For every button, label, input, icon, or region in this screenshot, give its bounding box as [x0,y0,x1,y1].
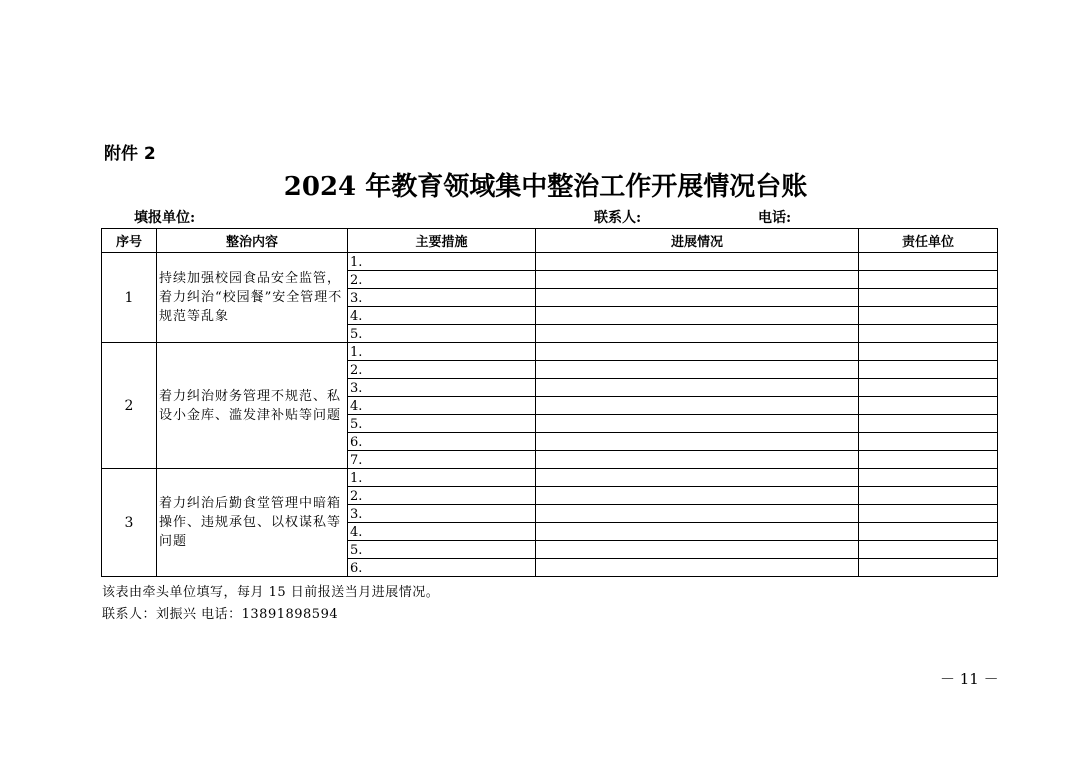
contact-footnote: 联系人：刘振兴 电话：13891898594 [102,607,339,622]
measure-cell: 6. [348,559,536,577]
table-row [102,343,998,361]
responsible-unit-cell [859,379,998,397]
header-index: 序号 [102,229,157,253]
progress-cell [536,325,859,343]
measure-cell: 3. [348,379,536,397]
measure-cell: 3. [348,505,536,523]
responsible-unit-cell [859,307,998,325]
attachment-label: 附件 2 [104,144,156,164]
header-progress: 进展情况 [536,229,859,253]
responsible-unit-cell [859,271,998,289]
responsible-unit-cell [859,253,998,271]
measure-cell: 4. [348,523,536,541]
table-footnote: 该表由牵头单位填写，每月 15 日前报送当月进展情况。 [102,585,440,600]
progress-cell [536,505,859,523]
measure-cell: 4. [348,397,536,415]
table-row [102,469,998,487]
header-content: 整治内容 [157,229,348,253]
responsible-unit-cell [859,541,998,559]
measure-cell: 4. [348,307,536,325]
responsible-unit-cell [859,469,998,487]
group-number: 1 [102,253,157,343]
responsible-unit-cell [859,361,998,379]
progress-cell [536,379,859,397]
table-row [102,253,998,271]
responsible-unit-cell [859,559,998,577]
progress-cell [536,451,859,469]
measure-cell: 2. [348,487,536,505]
group-number: 2 [102,343,157,469]
responsible-unit-cell [859,289,998,307]
responsible-unit-cell [859,505,998,523]
responsible-unit-cell [859,433,998,451]
fill-unit-label: 填报单位: [134,210,196,226]
measure-cell: 5. [348,541,536,559]
progress-cell [536,271,859,289]
table-header-row [102,229,998,253]
responsible-unit-cell [859,451,998,469]
measure-cell: 2. [348,361,536,379]
page-number: － 11 － [940,670,999,688]
measure-cell: 6. [348,433,536,451]
progress-cell [536,541,859,559]
measure-cell: 5. [348,415,536,433]
contact-label: 联系人: [594,210,642,226]
responsible-unit-cell [859,343,998,361]
responsible-unit-cell [859,487,998,505]
measure-cell: 1. [348,253,536,271]
responsible-unit-cell [859,415,998,433]
group-content: 持续加强校园食品安全监管，着力纠治“校园餐”安全管理不规范等乱象 [157,253,348,343]
progress-cell [536,433,859,451]
progress-ledger-table [101,228,998,577]
progress-cell [536,397,859,415]
responsible-unit-cell [859,325,998,343]
progress-cell [536,523,859,541]
header-measures: 主要措施 [348,229,536,253]
progress-cell [536,307,859,325]
measure-cell: 7. [348,451,536,469]
progress-cell [536,361,859,379]
group-number: 3 [102,469,157,577]
progress-cell [536,289,859,307]
header-responsible-unit: 责任单位 [859,229,998,253]
measure-cell: 1. [348,469,536,487]
responsible-unit-cell [859,397,998,415]
group-content: 着力纠治后勤食堂管理中暗箱操作、违规承包、以权谋私等问题 [157,469,348,577]
measure-cell: 1. [348,343,536,361]
group-content: 着力纠治财务管理不规范、私设小金库、滥发津补贴等问题 [157,343,348,469]
progress-cell [536,343,859,361]
measure-cell: 5. [348,325,536,343]
progress-cell [536,415,859,433]
responsible-unit-cell [859,523,998,541]
measure-cell: 2. [348,271,536,289]
measure-cell: 3. [348,289,536,307]
document-title: 2024 年教育领域集中整治工作开展情况台账 [283,172,808,202]
phone-label: 电话: [758,210,792,226]
progress-cell [536,469,859,487]
progress-cell [536,487,859,505]
progress-cell [536,253,859,271]
progress-cell [536,559,859,577]
